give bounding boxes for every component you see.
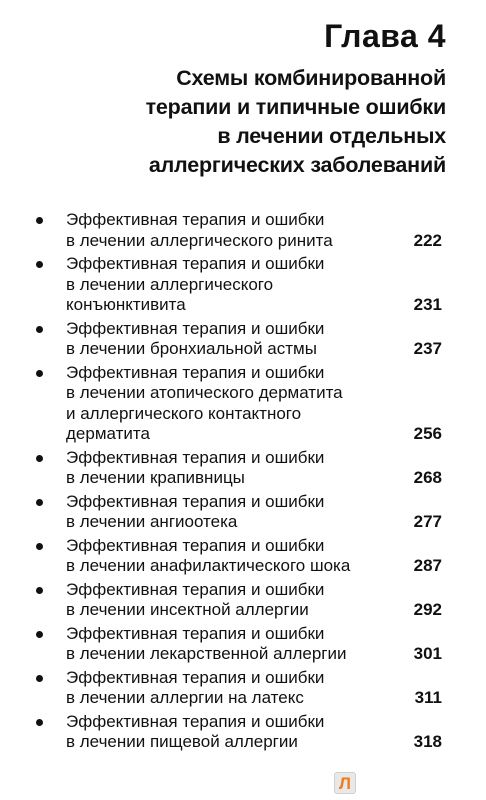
bullet-icon — [36, 631, 43, 638]
toc-entry-text: Эффективная терапия и ошибки — [66, 711, 325, 731]
toc-page-number: 292 — [413, 600, 442, 619]
toc-entry-text: в лечении инсектной аллергии — [66, 600, 309, 619]
toc-page-number: 268 — [413, 468, 442, 487]
toc-entry-text: в лечении пищевой аллергии — [66, 732, 298, 751]
toc-entry — [36, 624, 442, 665]
bullet-icon — [36, 499, 43, 506]
toc-entry-text: Эффективная терапия и ошибки — [66, 318, 325, 338]
toc-entry-text: в лечении анафилактического шока — [66, 556, 351, 575]
toc-entry-text: Эффективная терапия и ошибки — [66, 623, 325, 643]
toc-entry — [36, 536, 442, 577]
chapter-title-line: в лечении отдельных — [217, 124, 446, 148]
toc-page-number: 237 — [413, 339, 442, 358]
toc-page-number: 301 — [413, 644, 442, 663]
toc-entry — [36, 668, 442, 709]
toc-entry — [36, 712, 442, 753]
bullet-icon — [36, 326, 43, 333]
toc-entry — [36, 254, 442, 316]
toc-page-number: 311 — [414, 688, 442, 707]
toc-entry — [36, 319, 442, 360]
toc-entry-text: в лечении аллергии на латекс — [66, 688, 304, 707]
toc-page-number: 287 — [413, 556, 442, 575]
bullet-icon — [36, 675, 43, 682]
toc-entry — [36, 210, 442, 251]
toc-entry-text: Эффективная терапия и ошибки — [66, 491, 325, 511]
chapter-label: Глава 4 — [324, 18, 446, 54]
bullet-icon — [36, 543, 43, 550]
toc-entry-text: в лечении бронхиальной астмы — [66, 339, 317, 358]
toc-entry-text: в лечении ангиоотека — [66, 512, 238, 531]
bullet-icon — [36, 261, 43, 268]
chapter-title-line: Схемы комбинированной — [176, 66, 446, 90]
toc-entry-text: Эффективная терапия и ошибки — [66, 447, 325, 467]
toc-entry-text: и аллергического контактного — [66, 403, 302, 423]
toc-entry-text: в лечении атопического дерматита — [66, 383, 343, 402]
bullet-icon — [36, 370, 43, 377]
toc-entry-text: дерматита — [66, 424, 150, 443]
toc-entry-text: конъюнктивита — [66, 295, 186, 314]
toc-page-number: 231 — [413, 295, 442, 314]
bullet-icon — [36, 587, 43, 594]
toc-entry — [36, 580, 442, 621]
bullet-icon — [36, 217, 43, 224]
toc-page-number: 318 — [413, 732, 442, 751]
toc-entry-text: в лечении крапивницы — [66, 468, 245, 487]
bullet-icon — [36, 455, 43, 462]
toc-page-number: 277 — [413, 512, 442, 531]
toc-entry-text: Эффективная терапия и ошибки — [66, 535, 325, 555]
toc-entry-text: Эффективная терапия и ошибки — [66, 254, 325, 273]
toc-page-number: 256 — [413, 424, 442, 443]
toc-entry — [36, 448, 442, 489]
toc-entry-text: Эффективная терапия и ошибки — [66, 667, 325, 687]
toc-entry-text: в лечении аллергического — [66, 274, 274, 294]
bullet-icon — [36, 719, 43, 726]
chapter-title — [26, 64, 446, 180]
toc-entry-text: Эффективная терапия и ошибки — [66, 579, 325, 599]
chapter-title-line: терапии и типичные ошибки — [145, 95, 446, 119]
chapter-title-line: аллергических заболеваний — [148, 153, 446, 177]
toc-entry — [36, 363, 442, 445]
toc-entry-text: Эффективная терапия и ошибки — [66, 362, 325, 382]
table-of-contents — [36, 210, 442, 756]
toc-entry — [36, 492, 442, 533]
toc-entry-text: в лечении аллергического ринита — [66, 230, 333, 250]
toc-page-number: 222 — [413, 230, 442, 250]
toc-entry-text: Эффективная терапия и ошибки — [66, 210, 325, 229]
publisher-logo-icon: Л — [334, 772, 356, 794]
toc-entry-text: в лечении лекарственной аллергии — [66, 644, 347, 663]
